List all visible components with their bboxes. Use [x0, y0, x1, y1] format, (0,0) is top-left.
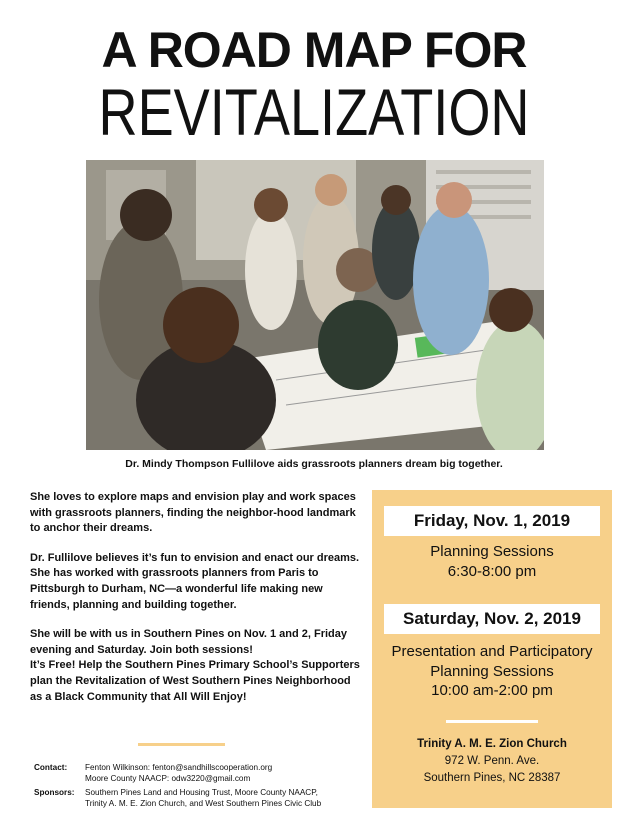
- paragraph-intro: She loves to explore maps and envision play and work spaces with grassroots planners, finding the neighbor-hood landmark to anchor their dreams.: [30, 491, 356, 535]
- day2-time: 10:00 am-2:00 pm: [431, 682, 553, 699]
- title-line-1: A ROAD MAP FOR: [101, 22, 527, 78]
- paragraph-call-to-action: It’s Free! Help the Southern Pines Primary School’s Supporters plan the Revitalization of West Southern Pines Neighborhood as a Black Community that All Will Enjoy!: [30, 659, 360, 703]
- venue: [372, 736, 612, 787]
- day1-details: [372, 542, 612, 581]
- day1-session: Planning Sessions: [430, 543, 554, 560]
- venue-city: Southern Pines, NC 28387: [423, 772, 561, 784]
- description: [30, 490, 360, 719]
- divider: [138, 743, 225, 746]
- day1-date: Friday, Nov. 1, 2019: [384, 506, 600, 536]
- title-line-2: REVITALIZATION: [98, 75, 530, 149]
- sponsors-label: Sponsors:: [34, 788, 75, 797]
- sponsors-line: Southern Pines Land and Housing Trust, Moore County NAACP,: [85, 788, 318, 797]
- contact-line: Moore County NAACP: odw3220@gmail.com: [85, 774, 251, 783]
- venue-street: 972 W. Penn. Ave.: [444, 755, 540, 767]
- paragraph-background: Dr. Fullilove believes it’s fun to envision and enact our dreams. She has worked with grassroots planners from Paris to Pittsburgh to Durham, NC—a wonderful life making new friends, planning and building together.: [30, 551, 360, 611]
- photo-caption: Dr. Mindy Thompson Fullilove aids grassroots planners dream big together.: [125, 458, 503, 470]
- day2-date: Saturday, Nov. 2, 2019: [384, 604, 600, 634]
- day1-time: 6:30-8:00 pm: [447, 562, 537, 580]
- contact-line: Fenton Wilkinson: fenton@sandhillscooperation.org: [85, 763, 273, 772]
- paragraph-dates: She will be with us in Southern Pines on Nov. 1 and 2, Friday evening and Saturday. Join both sessions!: [30, 628, 348, 656]
- day2-session: Planning Sessions: [430, 662, 554, 680]
- group-planning-photo: [86, 160, 544, 450]
- contact-block: [34, 762, 374, 812]
- panel-divider: [446, 720, 538, 723]
- sponsors-line: Trinity A. M. E. Zion Church, and West Southern Pines Civic Club: [85, 799, 322, 808]
- venue-name: Trinity A. M. E. Zion Church: [417, 738, 567, 750]
- schedule-panel: [372, 490, 612, 808]
- day2-session: Presentation and Participatory: [391, 643, 593, 660]
- contact-label: Contact:: [34, 763, 68, 772]
- day2-details: [372, 642, 612, 701]
